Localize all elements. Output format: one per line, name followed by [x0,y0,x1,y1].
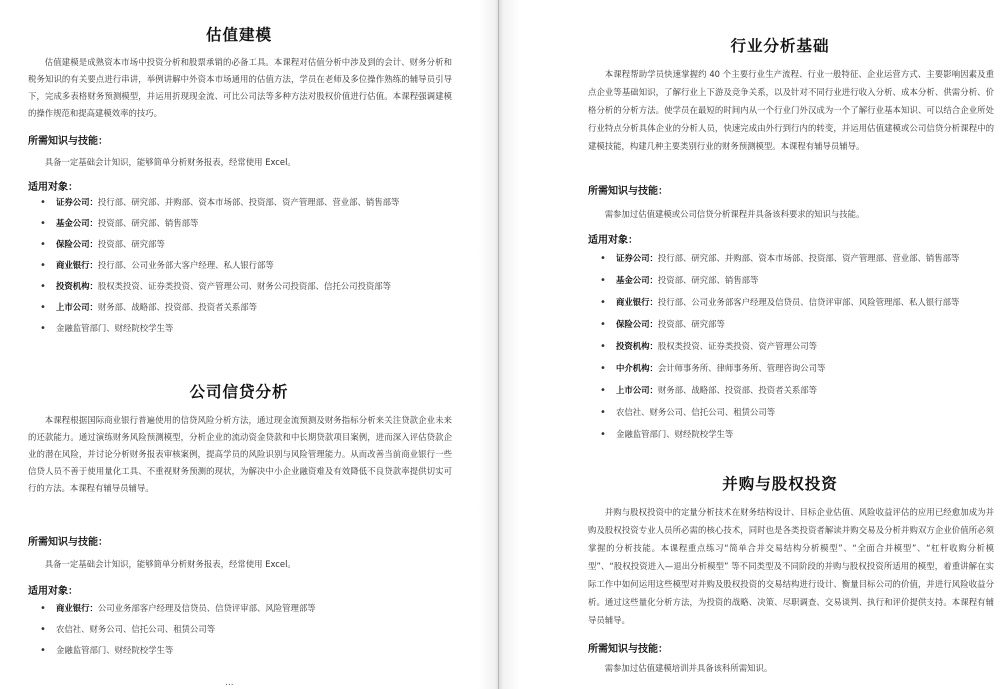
audience-org: 基金公司： [56,218,98,228]
audience-item [28,645,468,666]
audience-org: 上市公司： [56,302,98,312]
mna-paragraph: 并购与股权投资中的定量分析技术在财务结构设计、目标企业估值、风险收益评估的应用已经愈加成为并购及股权投资专业人员所必需的核心技术，同时也是各类投资者解读并购交易及分析并购双方企业价值所必须掌握的分析技能。本课程重点练习“简单合并交易结构分析模型”、“全面合并模型”、“杠杆收购分析模型”、“股权投资进入—退出分析模型” 等不同类型及不同阶段的并购与股权投资所适用的模型，着重讲解在实际工作中如何运用这些模型对并购及股权投资的交易结构进行设计、衡量目标公司的价值，并进行风险收益分析。通过这些量化分析方法，为投资的战略、决策、尽职调查、交易谈判、执行和评价提供支持。本课程有辅导员辅导。 [588,507,994,625]
audience-detail: 财务部、战略部、投资部、投资者关系部等 [657,385,817,395]
mna-title: 并购与股权投资 [722,475,838,493]
audience-org: 中介机构： [616,363,658,373]
credit-skills-heading: 所需知识与技能： [28,537,108,548]
audience-detail: 农信社、财务公司、信托公司、租赁公司等 [616,407,776,417]
bullet-icon: • [600,385,606,396]
audience-item [28,218,468,239]
audience-item [28,260,468,281]
bullet-icon: • [40,603,46,614]
audience-org: 商业银行： [616,297,658,307]
bullet-icon: • [600,275,606,286]
valuation-audience-list [28,197,468,344]
audience-detail: 财务部、战略部、投资部、投资者关系部等 [97,302,257,312]
bullet-icon: • [40,302,46,313]
audience-detail: 投资部、研究部、销售部等 [657,275,759,285]
audience-org: 保险公司： [616,319,658,329]
industry-skills-text: 需参加过估值建模或公司信贷分析课程并具备该科要求的知识与技能。 [604,209,865,219]
valuation-audience-heading: 适用对象： [28,182,78,193]
bullet-icon: • [600,253,606,264]
mna-skills-text: 需参加过估值建模培训并具备该科所需知识。 [604,663,773,673]
audience-org: 投资机构： [56,281,98,291]
audience-org: 保险公司： [56,239,98,249]
bullet-icon: • [40,239,46,250]
audience-detail: 公司业务部客户经理及信贷员、信贷评审部、风险管理部等 [97,603,316,613]
bullet-icon: • [600,429,606,440]
bullet-icon: • [600,319,606,330]
book-gutter [478,0,520,689]
audience-item [28,239,468,260]
gutter-line [498,0,499,689]
audience-item [588,385,1000,407]
audience-detail: 股权类投资、证券类投资、资产管理公司等 [657,341,817,351]
audience-detail: 金融监管部门、财经院校学生等 [56,323,174,333]
audience-detail: 农信社、财务公司、信托公司、租赁公司等 [56,624,216,634]
audience-org: 上市公司： [616,385,658,395]
audience-detail: 投资部、研究部、销售部等 [97,218,199,228]
audience-detail: 会计师事务所、律师事务所、管理咨询公司等 [657,363,826,373]
audience-item [588,297,1000,319]
valuation-title: 估值建模 [205,26,272,44]
credit-audience-list [28,603,468,666]
audience-item [28,323,468,344]
valuation-paragraph: 估值建模是成熟资本市场中投资分析和股票承销的必备工具。本课程对估值分析中涉及到的会计、财务分析和税务知识的有关要点进行串讲，举例讲解中外资本市场通用的估值方法，学员在老师及多位操作熟练的辅导员引导下，完成多表格财务预测模型，并运用折现现金流、可比公司法等多种方法对股权价值进行估值。本课程强调建模的操作规范和提高建模效率的技巧。 [28,57,452,118]
valuation-skills-text: 具备一定基础会计知识，能够简单分析财务报表，经常使用 Excel。 [44,157,296,167]
bullet-icon: • [40,281,46,292]
audience-detail: 金融监管部门、财经院校学生等 [56,645,174,655]
industry-title: 行业分析基础 [730,37,830,55]
industry-skills-heading: 所需知识与技能： [588,186,668,197]
audience-item [28,281,468,302]
audience-item [588,407,1000,429]
audience-org: 商业银行： [56,260,98,270]
bullet-icon: • [40,323,46,334]
audience-detail: 投行部、公司业务部客户经理及信贷员、信贷评审部、风险管理部、私人银行部等 [657,297,960,307]
bullet-icon: • [40,624,46,635]
credit-paragraph: 本课程根据国际商业银行普遍使用的信贷风险分析方法，通过现金流预测及财务指标分析来关注贷款企业未来的还款能力。通过演练财务风险预测模型，分析企业的流动资金贷款和中长期贷款项目案例，进而深入评估贷款企业的潜在风险，并讨论分析财务报表审核案例，提高学员的风险识别与风险管理能力。从而改善当前商业银行一些信贷人员不善于使用量化工具、不重视财务预测的现状，为解决中小企业融资难及有效降低不良贷款率提供切实可行的方法。本课程有辅导员辅导。 [28,415,452,493]
audience-detail: 投行部、研究部、并购部、资本市场部、投资部、资产管理部、营业部、销售部等 [657,253,960,263]
audience-org: 证券公司： [616,253,658,263]
audience-org: 投资机构： [616,341,658,351]
credit-skills-text: 具备一定基础会计知识，能够简单分析财务报表，经常使用 Excel。 [44,559,296,569]
audience-item [28,603,468,624]
credit-audience-heading: 适用对象： [28,586,78,597]
audience-detail: 投行部、研究部、并购部、资本市场部、投资部、资产管理部、营业部、销售部等 [97,197,400,207]
footer-mark: ... [225,678,234,688]
audience-detail: 投资部、研究部等 [657,319,725,329]
bullet-icon: • [600,341,606,352]
audience-detail: 股权类投资、证券类投资、资产管理公司、财务公司投资部、信托公司投资部等 [97,281,391,291]
mna-skills-heading: 所需知识与技能： [588,644,668,655]
audience-item [588,275,1000,297]
audience-item [588,363,1000,385]
audience-item [588,341,1000,363]
audience-item [28,624,468,645]
industry-audience-list [588,253,1000,451]
bullet-icon: • [40,260,46,271]
audience-detail: 投资部、研究部等 [97,239,165,249]
audience-detail: 投行部、公司业务部大客户经理、私人银行部等 [97,260,274,270]
bullet-icon: • [600,363,606,374]
left-page [0,0,478,689]
bullet-icon: • [40,645,46,656]
audience-item [588,429,1000,451]
audience-org: 商业银行： [56,603,98,613]
audience-org: 基金公司： [616,275,658,285]
audience-item [28,302,468,323]
audience-detail: 金融监管部门、财经院校学生等 [616,429,734,439]
bullet-icon: • [600,297,606,308]
audience-item [588,253,1000,275]
industry-audience-heading: 适用对象： [588,235,638,246]
valuation-skills-heading: 所需知识与技能： [28,136,108,147]
bullet-icon: • [40,197,46,208]
bullet-icon: • [600,407,606,418]
audience-item [28,197,468,218]
audience-org: 证券公司： [56,197,98,207]
industry-paragraph: 本课程帮助学员快速掌握约 40 个主要行业生产流程、行业一般特征、企业运营方式、主要影响因素及重点企业等基础知识，了解行业上下游及竞争关系，以及针对不同行业进行收入分析、成本分析、供需分析、价格分析的分析方法。使学员在最短的时间内从一个行业门外汉成为一个了解行业基本知识、可以结合企业所处行业特点分析具体企业的分析人员，快速完成由外行到行内的转变，并运用估值建模或公司信贷分析课程中的建模技能，构建几种主要类别行业的财务预测模型。本课程有辅导员辅导。 [588,69,994,151]
right-page [520,0,1000,689]
audience-item [588,319,1000,341]
bullet-icon: • [40,218,46,229]
credit-title: 公司信贷分析 [189,383,289,401]
